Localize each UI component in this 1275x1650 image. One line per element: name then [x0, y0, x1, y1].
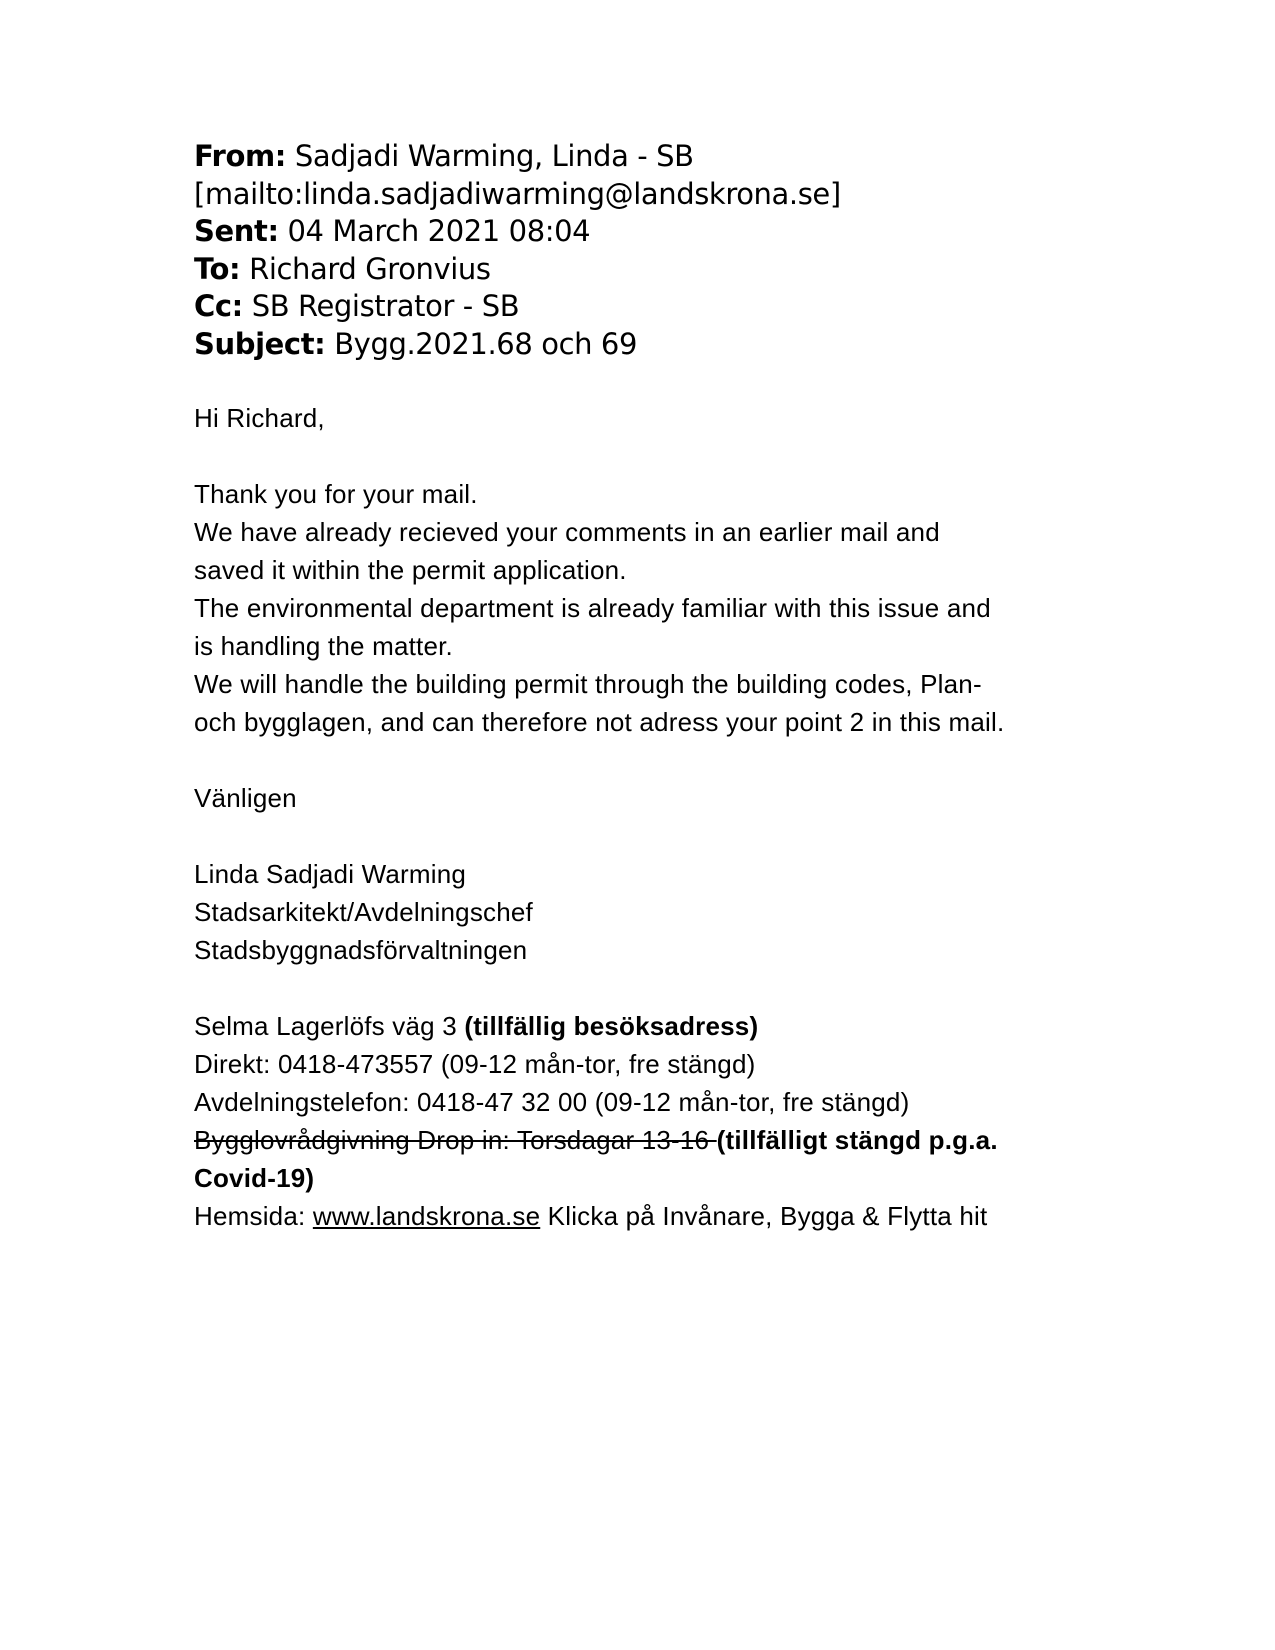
body-line: saved it within the permit application.	[194, 555, 627, 585]
body-line: We will handle the building permit through the building codes, Plan-	[194, 669, 982, 699]
sent-label: Sent:	[194, 214, 279, 248]
cc-line	[194, 288, 1094, 326]
website-label: Hemsida:	[194, 1201, 313, 1231]
signature-department: Stadsbyggnadsförvaltningen	[194, 935, 528, 965]
email-header	[194, 138, 1094, 363]
signature-title: Stadsarkitekt/Avdelningschef	[194, 897, 533, 927]
website-link[interactable]: www.landskrona.se	[312, 1201, 541, 1231]
subject-value: Bygg.2021.68 och 69	[334, 326, 638, 361]
signature-block	[194, 855, 1094, 1235]
dropin-line	[194, 1121, 1094, 1159]
direct-phone: Direkt: 0418-473557 (09-12 mån-tor, fre stängd)	[194, 1049, 756, 1079]
website-instructions: Klicka på Invånare, Bygga & Flytta hit	[540, 1201, 988, 1231]
department-phone: Avdelningstelefon: 0418-47 32 00 (09-12 mån-tor, fre stängd)	[194, 1087, 910, 1117]
email-body	[194, 399, 1094, 1235]
body-line: Thank you for your mail.	[194, 479, 478, 509]
subject-label: Subject:	[194, 326, 326, 361]
dropin-closed-note: (tillfälligt stängd p.g.a.	[716, 1125, 998, 1155]
body-line: is handling the matter.	[194, 631, 453, 661]
cc-value: SB Registrator - SB	[251, 289, 520, 323]
sent-value: 04 March 2021 08:04	[287, 214, 591, 248]
body-line: We have already recieved your comments in an earlier mail and	[194, 517, 940, 547]
website-line	[194, 1197, 1094, 1235]
signature-name: Linda Sadjadi Warming	[194, 859, 467, 889]
address-note: (tillfällig besöksadress)	[464, 1011, 759, 1041]
to-label: To:	[194, 251, 241, 286]
address-line	[194, 1007, 1094, 1045]
address-text: Selma Lagerlöfs väg 3	[194, 1011, 465, 1041]
body-line: The environmental department is already familiar with this issue and	[194, 593, 991, 623]
sent-line	[194, 213, 1094, 251]
dropin-closed-note-cont: Covid-19)	[194, 1163, 315, 1193]
body-line: och bygglagen, and can therefore not adress your point 2 in this mail.	[194, 707, 1005, 737]
mailto-line: [mailto:linda.sadjadiwarming@landskrona.se]	[194, 176, 841, 211]
cc-label: Cc:	[194, 289, 243, 323]
from-value: Sadjadi Warming, Linda - SB	[294, 139, 694, 173]
to-value: Richard Gronvius	[249, 251, 491, 286]
subject-line	[194, 326, 1094, 364]
closing: Vänligen	[194, 783, 297, 813]
from-line	[194, 138, 1094, 176]
email-printout	[194, 138, 1094, 1235]
from-label: From:	[194, 139, 286, 173]
dropin-struck-text: Bygglovrådgivning Drop in: Torsdagar 13-16	[194, 1125, 717, 1155]
to-line	[194, 251, 1094, 289]
greeting: Hi Richard,	[194, 403, 325, 433]
